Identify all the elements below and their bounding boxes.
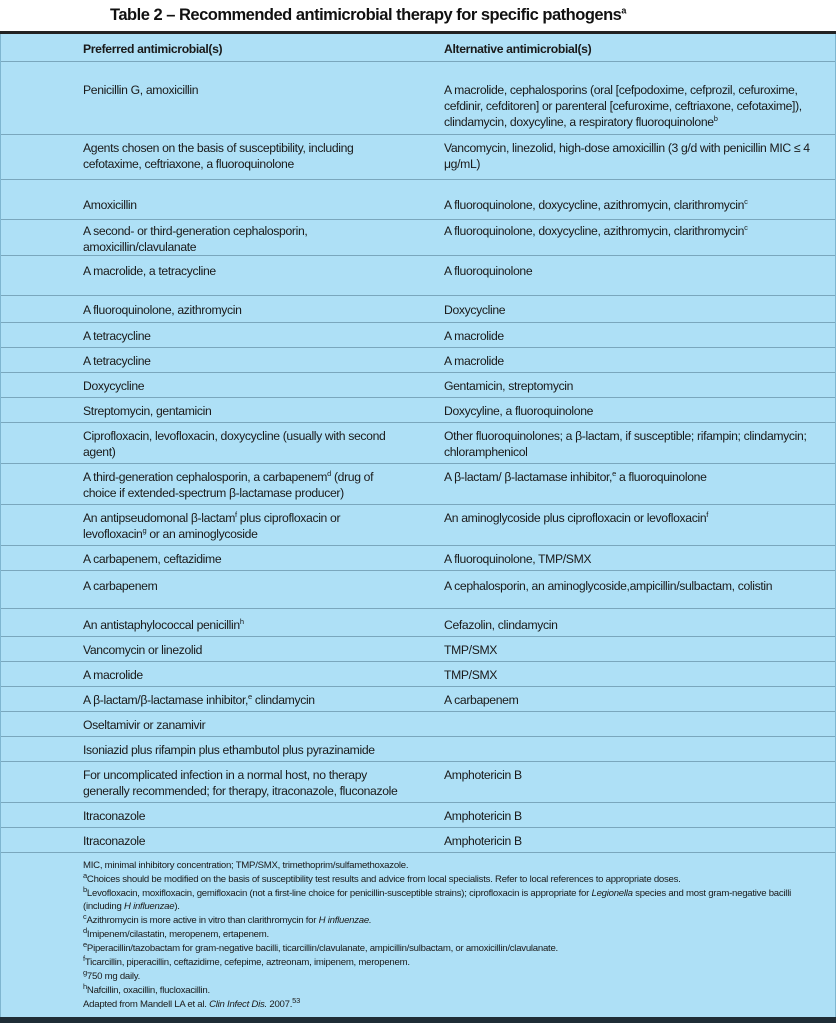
preferred-cell [83, 328, 403, 344]
table-row [1, 220, 835, 256]
text-segment: A tetracycline [83, 354, 151, 368]
text-segment: Vancomycin, linezolid, high-dose amoxicillin (3 g/d with penicillin MIC ≤ 4 μg/mL) [444, 141, 810, 171]
table-row [1, 662, 835, 687]
text-segment: Adapted from Mandell LA et al. [83, 999, 210, 1010]
table-row [1, 571, 835, 609]
footnote [83, 953, 813, 969]
alternative-cell [444, 578, 829, 594]
table-row [1, 803, 835, 828]
table-row [1, 687, 835, 712]
text-segment: A macrolide [444, 329, 504, 343]
alternative-cell [444, 469, 829, 485]
alternative-cell [444, 692, 829, 708]
alternative-cell [444, 328, 829, 344]
text-segment: Amoxicillin [83, 198, 137, 212]
text-segment: A macrolide [83, 668, 143, 682]
footnote-marker: h [83, 981, 87, 991]
alternative-cell [444, 82, 829, 130]
text-segment: A second- or third-generation cephalosporin, amoxicillin/clavulanate [83, 224, 308, 254]
preferred-cell [83, 667, 403, 683]
table-title [110, 6, 626, 25]
table-row [1, 398, 835, 423]
preferred-cell [83, 378, 403, 394]
text-segment: Streptomycin, gentamicin [83, 404, 212, 418]
footnote-marker: 53 [292, 995, 300, 1005]
table-row [1, 135, 835, 180]
text-segment: An antistaphylococcal penicillin [83, 618, 240, 632]
table-row [1, 423, 835, 464]
preferred-cell [83, 767, 403, 799]
text-segment: TMP/SMX [444, 668, 498, 682]
alternative-cell [444, 767, 829, 783]
footnote [83, 911, 813, 927]
table-row [1, 828, 835, 853]
alternative-cell [444, 551, 829, 567]
preferred-cell [83, 403, 403, 419]
text-segment: Penicillin G, amoxicillin [83, 83, 199, 97]
alternative-cell [444, 263, 829, 279]
preferred-cell [83, 302, 403, 318]
table-row [1, 609, 835, 637]
text-segment: Doxycyline, a fluoroquinolone [444, 404, 594, 418]
text-segment: Doxycycline [83, 379, 145, 393]
text-segment: A β-lactam/β-lactamase inhibitor, [83, 693, 249, 707]
text-segment: Cefazolin, clindamycin [444, 618, 558, 632]
header-preferred: Preferred antimicrobial(s) [83, 42, 223, 56]
alternative-cell [444, 833, 829, 849]
text-segment: Legionella [591, 888, 633, 899]
table-row [1, 256, 835, 296]
text-segment: A macrolide, cephalosporins (oral [cefpodoxime, cefprozil, cefuroxime, cefdinir, cefditoren] or parenteral [cefuroxime, ceftriaxone, cefotaxime]), clindamycin, doxycyline, a respiratory fluoroquinolone [444, 83, 802, 129]
text-segment: A fluoroquinolone, doxycycline, azithromycin, clarithromycin [444, 224, 745, 238]
table-row [1, 762, 835, 803]
text-segment: A third-generation cephalosporin, a carbapenem [83, 470, 328, 484]
text-segment: Isoniazid plus rifampin plus ethambutol plus pyrazinamide [83, 743, 375, 757]
preferred-cell [83, 469, 403, 501]
footnote-marker: c [744, 222, 748, 232]
table-row [1, 637, 835, 662]
text-segment: An antipseudomonal β-lactam [83, 511, 236, 525]
alternative-cell [444, 378, 829, 394]
preferred-cell [83, 510, 403, 542]
preferred-cell [83, 140, 403, 172]
table-row [1, 505, 835, 546]
preferred-cell [83, 551, 403, 567]
text-segment: Itraconazole [83, 834, 146, 848]
title-footnote-marker: a [621, 5, 626, 16]
footnote-marker: a [83, 870, 87, 880]
footnote-marker: b [83, 884, 87, 894]
footnote [83, 981, 813, 997]
text-segment: Oseltamivir or zanamivir [83, 718, 206, 732]
footnote-marker: e [83, 939, 87, 949]
footnote-marker: c [83, 911, 87, 921]
table-row [1, 180, 835, 220]
footnote [83, 967, 813, 983]
table-title-text: Table 2 – Recommended antimicrobial therapy for specific pathogens [110, 6, 622, 24]
footnote-marker: c [744, 196, 748, 206]
preferred-cell [83, 808, 403, 824]
text-segment: Itraconazole [83, 809, 146, 823]
preferred-cell [83, 223, 403, 255]
preferred-cell [83, 428, 403, 460]
alternative-cell [444, 223, 829, 239]
text-segment: 2007. [266, 999, 293, 1010]
text-segment: H influenzae. [318, 915, 372, 926]
footnote-marker: f [83, 953, 85, 963]
text-segment: A fluoroquinolone [444, 264, 533, 278]
preferred-cell [83, 263, 403, 279]
footnote-marker: f [235, 509, 237, 519]
text-segment: (drug of choice if extended-spectrum β-lactamase producer) [83, 470, 374, 500]
table-row [1, 323, 835, 348]
text-segment: ). [174, 901, 180, 913]
footnote-marker: f [706, 509, 708, 519]
text-segment: A carbapenem [83, 579, 158, 593]
footnote-marker: h [239, 616, 244, 626]
table-header-row [1, 34, 835, 62]
text-segment: Imipenem/cilastatin, meropenem, ertapenem. [86, 929, 269, 940]
text-segment: Ticarcillin, piperacillin, ceftazidime, cefepime, aztreonam, imipenem, meropenem. [84, 957, 410, 968]
text-segment: Azithromycin is more active in vitro than clarithromycin for [86, 915, 319, 926]
footnote [83, 995, 813, 1011]
text-segment: A carbapenem, ceftazidime [83, 552, 222, 566]
text-segment: An aminoglycoside plus ciprofloxacin or levofloxacin [444, 511, 707, 525]
text-segment: Clin Infect Dis. [209, 999, 267, 1010]
alternative-cell [444, 617, 829, 633]
preferred-cell [83, 578, 403, 594]
title-bar [0, 0, 836, 34]
text-segment: a fluoroquinolone [615, 470, 707, 484]
alternative-cell [444, 140, 829, 172]
text-segment: Agents chosen on the basis of susceptibility, including cefotaxime, ceftriaxone, a fluoroquinolone [83, 141, 354, 171]
text-segment: Other fluoroquinolones; a β-lactam, if susceptible; rifampin; clindamycin; chloramphenicol [444, 429, 807, 459]
header-alternative: Alternative antimicrobial(s) [444, 42, 592, 56]
preferred-cell [83, 617, 403, 633]
text-segment: A fluoroquinolone, doxycycline, azithromycin, clarithromycin [444, 198, 745, 212]
text-segment: A carbapenem [444, 693, 519, 707]
text-segment: A fluoroquinolone, azithromycin [83, 303, 242, 317]
footnote-marker: g [83, 967, 87, 977]
footnote [83, 859, 813, 872]
alternative-cell [444, 197, 829, 213]
preferred-cell [83, 197, 403, 213]
text-segment: Piperacillin/tazobactam for gram-negative bacilli, ticarcillin/clavulanate, ampicillin/sulbactam, or amoxicillin/clavulanate. [86, 943, 558, 954]
text-segment: A β-lactam/ β-lactamase inhibitor, [444, 470, 613, 484]
text-segment: A macrolide, a tetracycline [83, 264, 216, 278]
preferred-cell [83, 642, 403, 658]
text-segment: A fluoroquinolone, TMP/SMX [444, 552, 592, 566]
text-segment: Gentamicin, streptomycin [444, 379, 574, 393]
footnote [83, 884, 813, 914]
text-segment: Amphotericin B [444, 768, 522, 782]
text-segment: Choices should be modified on the basis of susceptibility test results and advice from local specialists. Refer to local references to appropriate doses. [86, 874, 681, 885]
text-segment: A tetracycline [83, 329, 151, 343]
table-row [1, 296, 835, 323]
therapy-table [0, 34, 836, 1017]
text-segment: Amphotericin B [444, 834, 522, 848]
table-row [1, 712, 835, 737]
footnote-marker: e [248, 691, 252, 701]
text-segment: Amphotericin B [444, 809, 522, 823]
text-segment: Levofloxacin, moxifloxacin, gemifloxacin (not a first-line choice for penicillin-susceptible strains); ciprofloxacin is appropriate for [86, 888, 592, 899]
preferred-cell [83, 353, 403, 369]
preferred-cell [83, 82, 403, 98]
text-segment: MIC, minimal inhibitory concentration; TMP/SMX, trimethoprim/sulfamethoxazole. [83, 860, 409, 871]
text-segment: Vancomycin or linezolid [83, 643, 203, 657]
table-row [1, 546, 835, 571]
bottom-rule [0, 1017, 836, 1023]
table-row [1, 348, 835, 373]
text-segment: clindamycin [251, 693, 315, 707]
table-row [1, 737, 835, 762]
footnote-marker: d [83, 925, 87, 935]
footnote [83, 939, 813, 955]
preferred-cell [83, 692, 403, 708]
text-segment: species and most gram-negative bacilli (including [83, 888, 791, 913]
preferred-cell [83, 742, 403, 758]
footnote [83, 870, 813, 886]
text-segment: H influenzae [123, 901, 175, 913]
footnote-marker: b [713, 113, 718, 123]
alternative-cell [444, 353, 829, 369]
alternative-cell [444, 428, 829, 460]
text-segment: A macrolide [444, 354, 504, 368]
table-row [1, 464, 835, 505]
footnotes [1, 853, 835, 1016]
text-segment: Doxycycline [444, 303, 506, 317]
text-segment: Ciprofloxacin, levofloxacin, doxycycline (usually with second agent) [83, 429, 386, 459]
alternative-cell [444, 302, 829, 318]
footnote-marker: e [612, 468, 616, 478]
alternative-cell [444, 403, 829, 419]
alternative-cell [444, 642, 829, 658]
alternative-cell [444, 510, 829, 526]
alternative-cell [444, 808, 829, 824]
preferred-cell [83, 833, 403, 849]
text-segment: For uncomplicated infection in a normal host, no therapy generally recommended; for therapy, itraconazole, fluconazole [83, 768, 398, 798]
table-row [1, 373, 835, 398]
text-segment: or an aminoglycoside [146, 527, 258, 541]
table-row [1, 62, 835, 135]
alternative-cell [444, 667, 829, 683]
footnote-marker: d [327, 468, 331, 478]
text-segment: Nafcillin, oxacillin, flucloxacillin. [86, 985, 210, 996]
text-segment: plus ciprofloxacin or levofloxacin [83, 511, 341, 541]
text-segment: 750 mg daily. [86, 971, 141, 982]
footnote [83, 925, 813, 941]
footnote-marker: g [142, 525, 147, 535]
text-segment: A cephalosporin, an aminoglycoside,ampicillin/sulbactam, colistin [444, 579, 773, 593]
preferred-cell [83, 717, 403, 733]
text-segment: TMP/SMX [444, 643, 498, 657]
